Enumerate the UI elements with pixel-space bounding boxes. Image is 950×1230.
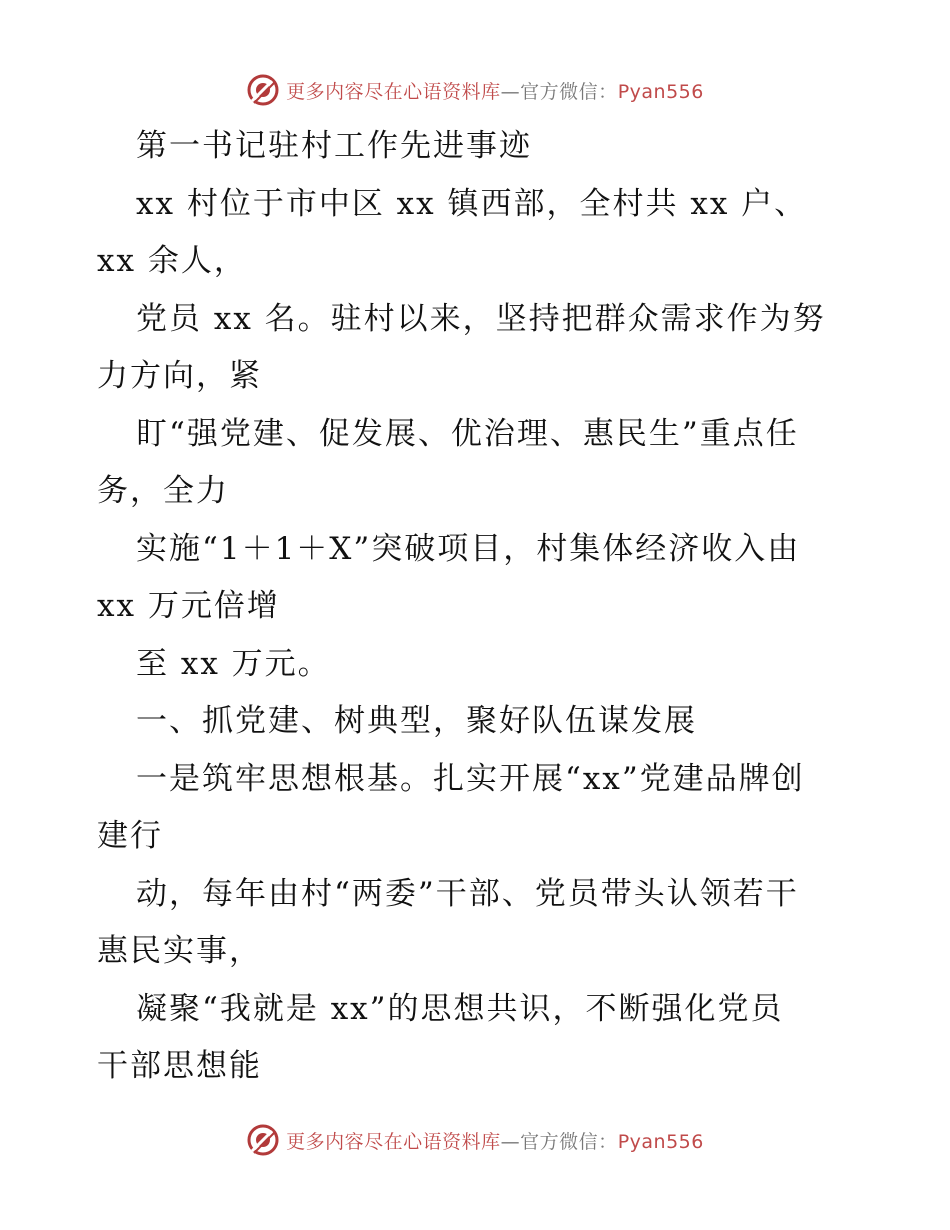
text-line: 盯“强党建、促发展、优治理、惠民生”重点任 (136, 415, 799, 452)
text-line: xx 村位于市中区 xx 镇西部，全村共 xx 户、 (136, 185, 808, 222)
text-line: 一是筑牢思想根基。扎实开展“xx”党建品牌创 (136, 760, 805, 797)
text-line: 力方向，紧 (97, 358, 262, 394)
text-line: xx 余人， (97, 243, 247, 279)
text-line: 惠民实事， (97, 933, 262, 969)
text-line: 凝聚“我就是 xx”的思想共识，不断强化党员 (136, 990, 784, 1027)
text-line: 干部思想能 (97, 1048, 262, 1084)
banner-wechat-label: 官方微信： (520, 1130, 618, 1153)
header-banner (0, 70, 950, 110)
banner-separator: — (500, 80, 521, 103)
footer-banner (0, 1120, 950, 1160)
logo-icon (246, 73, 280, 107)
text-line: 务，全力 (97, 473, 229, 509)
text-line: 动，每年由村“两委”干部、党员带头认领若干 (136, 875, 799, 912)
document-body (97, 118, 857, 1096)
text-line: 建行 (97, 818, 163, 854)
banner-wechat-id: Pyan556 (617, 1130, 704, 1153)
text-line: 至 xx 万元。 (136, 645, 331, 682)
banner-text (286, 77, 704, 104)
banner-wechat-label: 官方微信： (520, 80, 618, 103)
text-line: xx 万元倍增 (97, 588, 280, 624)
banner-site-name: 更多内容尽在心语资料库 (286, 80, 501, 103)
banner-text (286, 1127, 704, 1154)
text-line: 一、抓党建、树典型，聚好队伍谋发展 (136, 703, 697, 739)
text-line: 第一书记驻村工作先进事迹 (136, 128, 532, 164)
banner-site-name: 更多内容尽在心语资料库 (286, 1130, 501, 1153)
logo-icon (246, 1123, 280, 1157)
banner-separator: — (500, 1130, 521, 1153)
text-line: 实施“1＋1＋X”突破项目，村集体经济收入由 (136, 530, 801, 567)
banner-wechat-id: Pyan556 (617, 80, 704, 103)
text-line: 党员 xx 名。驻村以来，坚持把群众需求作为努 (136, 300, 826, 337)
